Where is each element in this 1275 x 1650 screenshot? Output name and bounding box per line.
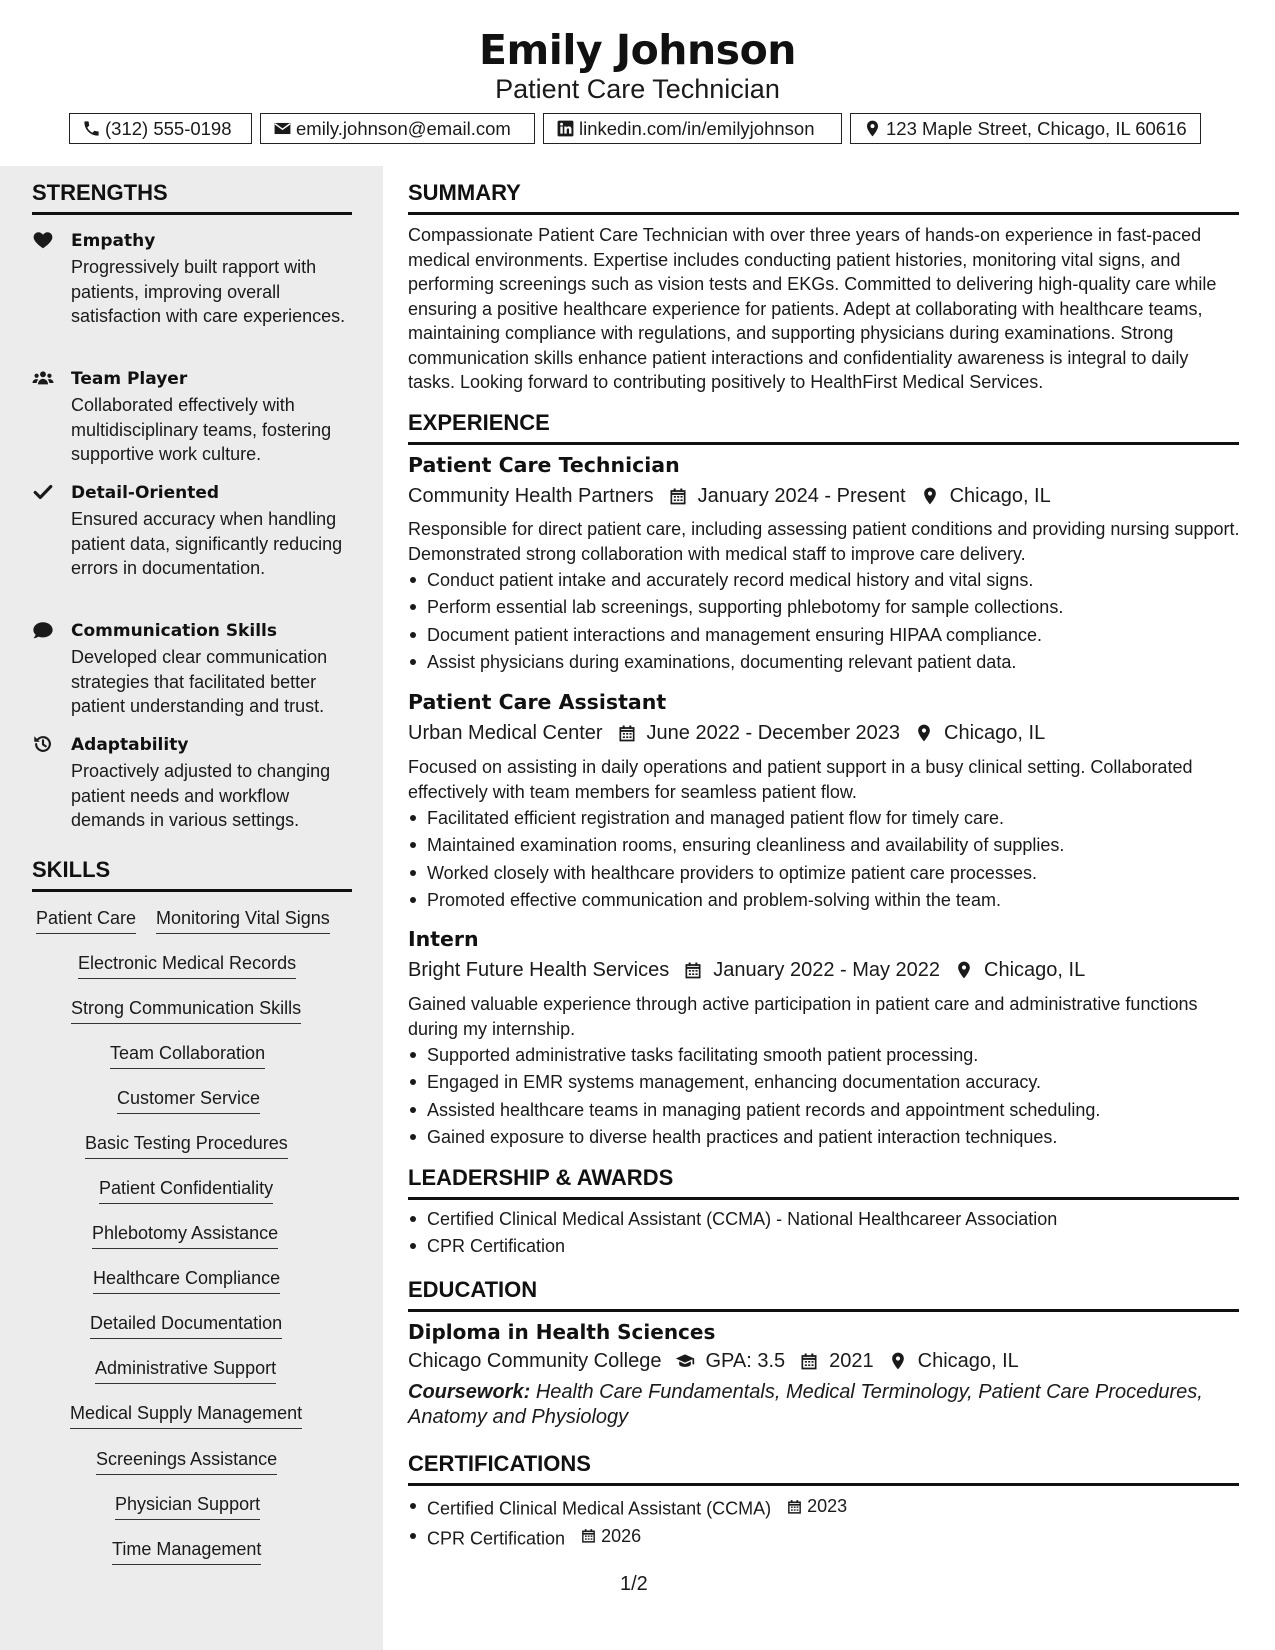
list-item: Assist physicians during examinations, documenting relevant patient data. — [408, 650, 1240, 674]
experience-heading: EXPERIENCE — [408, 408, 1239, 445]
list-item: Promoted effective communication and problem-solving within the team. — [408, 888, 1240, 912]
history-icon — [32, 733, 54, 755]
cert-year: 2026 — [601, 1525, 642, 1546]
job-dates: January 2024 - Present — [697, 485, 906, 507]
job-meta — [408, 719, 1045, 747]
degree-name: Diploma in Health Sciences — [408, 1320, 716, 1344]
users-icon — [32, 367, 54, 389]
skill-tag: Team Collaboration — [110, 1041, 265, 1069]
list-item: Gained exposure to diverse health practices and patient interaction techniques. — [408, 1125, 1240, 1149]
job-role: Patient Care Assistant — [408, 690, 667, 714]
coursework — [408, 1380, 1228, 1430]
job-bullets — [408, 1043, 1240, 1152]
list-item: Perform essential lab screenings, supporting phlebotomy for sample collections. — [408, 595, 1240, 619]
certifications-heading: CERTIFICATIONS — [408, 1449, 1239, 1486]
leadership-heading: LEADERSHIP & AWARDS — [408, 1163, 1239, 1200]
skill-tag: Phlebotomy Assistance — [92, 1221, 278, 1249]
summary-text: Compassionate Patient Care Technician with over three years of hands-on experience in fast-paced medical environments. Expertise includes conducting patient histories, monitoring vital signs, and performing screenings such as vision tests and EKGs. Committed to delivering high-quality care while ensuring a positive healthcare experience for patients. Adept at collaborating with healthcare teams, maintaining compliance with regulations, and supporting physicians during examinations. Strong communication skills enhance patient interactions and confidentiality awareness is integral to daily tasks. Looking forward to contributing positively to HealthFirst Medical Services. — [408, 225, 1217, 392]
skill-tag: Detailed Documentation — [90, 1311, 282, 1339]
cert-year: 2023 — [807, 1496, 848, 1516]
calendar-icon — [799, 1351, 819, 1371]
candidate-name: Emily Johnson — [479, 26, 796, 74]
job-description: Responsible for direct patient care, including assessing patient conditions and providing nursing support. Demonstrated strong collaboration with medical staff to improve care delivery. — [408, 519, 1240, 564]
map-pin-icon — [863, 119, 882, 138]
skill-tag: Basic Testing Procedures — [85, 1131, 288, 1159]
job-company: Bright Future Health Services — [408, 959, 670, 981]
resume-header — [0, 0, 1275, 166]
skills-heading: SKILLS — [32, 855, 352, 892]
cert-date — [580, 1524, 641, 1548]
skill-tag: Screenings Assistance — [96, 1447, 277, 1475]
job-description: Focused on assisting in daily operations and patient support in a busy clinical setting. Collaborated effectively with team members for seamless patient flow. — [408, 757, 1193, 802]
strength-title: Detail-Oriented — [71, 483, 220, 503]
strength-desc: Progressively built rapport with patients, improving overall satisfaction with care experiences. — [71, 257, 346, 326]
school-name: Chicago Community College — [408, 1350, 662, 1372]
strength-title: Adaptability — [71, 735, 189, 755]
list-item: CPR Certification — [408, 1234, 1240, 1258]
phone-text: (312) 555-0198 — [105, 117, 232, 139]
graduation-cap-icon — [675, 1351, 695, 1371]
gpa: GPA: 3.5 — [705, 1350, 786, 1372]
phone-contact[interactable] — [69, 113, 252, 144]
calendar-icon — [786, 1498, 803, 1515]
skill-tag: Electronic Medical Records — [78, 951, 296, 979]
cert-name: Certified Clinical Medical Assistant (CCMA) — [427, 1498, 772, 1519]
linkedin-text: linkedin.com/in/emilyjohnson — [579, 117, 815, 139]
list-item: Conduct patient intake and accurately record medical history and vital signs. — [408, 568, 1240, 592]
education-heading: EDUCATION — [408, 1275, 1239, 1312]
job-description: Gained valuable experience through active participation in patient care and administrative functions during my internship. — [408, 994, 1198, 1039]
strength-desc: Developed clear communication strategies that facilitated better patient understanding and trust. — [71, 647, 328, 716]
check-icon — [32, 481, 54, 503]
summary-heading: SUMMARY — [408, 178, 1239, 215]
skill-tag: Patient Confidentiality — [99, 1176, 273, 1204]
job-dates: January 2022 - May 2022 — [713, 959, 941, 981]
job-company: Community Health Partners — [408, 485, 654, 507]
skill-tag: Physician Support — [115, 1492, 260, 1520]
skill-tag: Administrative Support — [95, 1356, 276, 1384]
education-meta — [408, 1347, 1019, 1375]
strengths-heading: STRENGTHS — [32, 178, 352, 215]
strength-title: Team Player — [71, 369, 188, 389]
envelope-icon — [273, 119, 292, 138]
address-contact — [850, 113, 1201, 144]
job-meta — [408, 956, 1085, 984]
list-item — [408, 1494, 1240, 1521]
school-location: Chicago, IL — [917, 1350, 1019, 1372]
strength-title: Communication Skills — [71, 621, 277, 641]
candidate-title: Patient Care Technician — [495, 74, 780, 104]
coursework-label: Coursework: — [408, 1381, 531, 1403]
comment-icon — [32, 619, 54, 641]
leadership-list — [408, 1207, 1240, 1262]
list-item: Supported administrative tasks facilitating smooth patient processing. — [408, 1043, 1240, 1067]
phone-icon — [82, 119, 101, 138]
linkedin-contact[interactable] — [543, 113, 842, 144]
coursework-text: Health Care Fundamentals, Medical Terminology, Patient Care Procedures, Anatomy and Physiology — [408, 1381, 1203, 1428]
map-pin-icon — [954, 960, 974, 980]
skill-tag: Customer Service — [117, 1086, 260, 1114]
list-item — [408, 1524, 1240, 1551]
email-text: emily.johnson@email.com — [296, 117, 511, 139]
skill-tag: Medical Supply Management — [70, 1401, 302, 1429]
map-pin-icon — [914, 723, 934, 743]
job-meta — [408, 482, 1051, 510]
cert-name: CPR Certification — [427, 1528, 566, 1549]
job-bullets — [408, 568, 1240, 677]
list-item: Document patient interactions and management ensuring HIPAA compliance. — [408, 623, 1240, 647]
strength-title: Empathy — [71, 231, 156, 251]
strength-desc: Proactively adjusted to changing patient needs and workflow demands in various settings. — [71, 761, 331, 830]
cert-date — [786, 1494, 847, 1518]
list-item: Facilitated efficient registration and managed patient flow for timely care. — [408, 806, 1240, 830]
address-text: 123 Maple Street, Chicago, IL 60616 — [886, 117, 1187, 139]
list-item: Assisted healthcare teams in managing patient records and appointment scheduling. — [408, 1098, 1240, 1122]
calendar-icon — [683, 960, 703, 980]
job-company: Urban Medical Center — [408, 722, 603, 744]
skill-tag: Patient Care — [36, 906, 136, 934]
heart-icon — [32, 229, 54, 251]
calendar-icon — [580, 1527, 597, 1544]
calendar-icon — [617, 723, 637, 743]
contact-bar — [69, 113, 1201, 144]
job-bullets — [408, 806, 1240, 915]
job-location: Chicago, IL — [984, 959, 1086, 981]
email-contact[interactable] — [260, 113, 535, 144]
strength-desc: Ensured accuracy when handling patient data, significantly reducing errors in documentation. — [71, 509, 343, 578]
job-dates: June 2022 - December 2023 — [646, 722, 901, 744]
list-item: Maintained examination rooms, ensuring cleanliness and availability of supplies. — [408, 833, 1240, 857]
job-role: Intern — [408, 927, 479, 951]
linkedin-icon — [556, 119, 575, 138]
calendar-icon — [668, 486, 688, 506]
job-role: Patient Care Technician — [408, 453, 680, 477]
list-item: Worked closely with healthcare providers to optimize patient care processes. — [408, 861, 1240, 885]
job-location: Chicago, IL — [949, 485, 1051, 507]
map-pin-icon — [920, 486, 940, 506]
list-item: Engaged in EMR systems management, enhancing documentation accuracy. — [408, 1070, 1240, 1094]
strength-desc: Collaborated effectively with multidisciplinary teams, fostering supportive work culture. — [71, 395, 332, 464]
skill-tag: Time Management — [112, 1537, 261, 1565]
certifications-list — [408, 1494, 1240, 1554]
map-pin-icon — [888, 1351, 908, 1371]
page-number: 1/2 — [620, 1573, 648, 1595]
skill-tag: Healthcare Compliance — [93, 1266, 280, 1294]
list-item: Certified Clinical Medical Assistant (CCMA) - National Healthcareer Association — [408, 1207, 1240, 1231]
skill-tag: Strong Communication Skills — [71, 996, 301, 1024]
job-location: Chicago, IL — [944, 722, 1046, 744]
skill-tag: Monitoring Vital Signs — [156, 906, 330, 934]
graduation-year: 2021 — [829, 1350, 874, 1372]
